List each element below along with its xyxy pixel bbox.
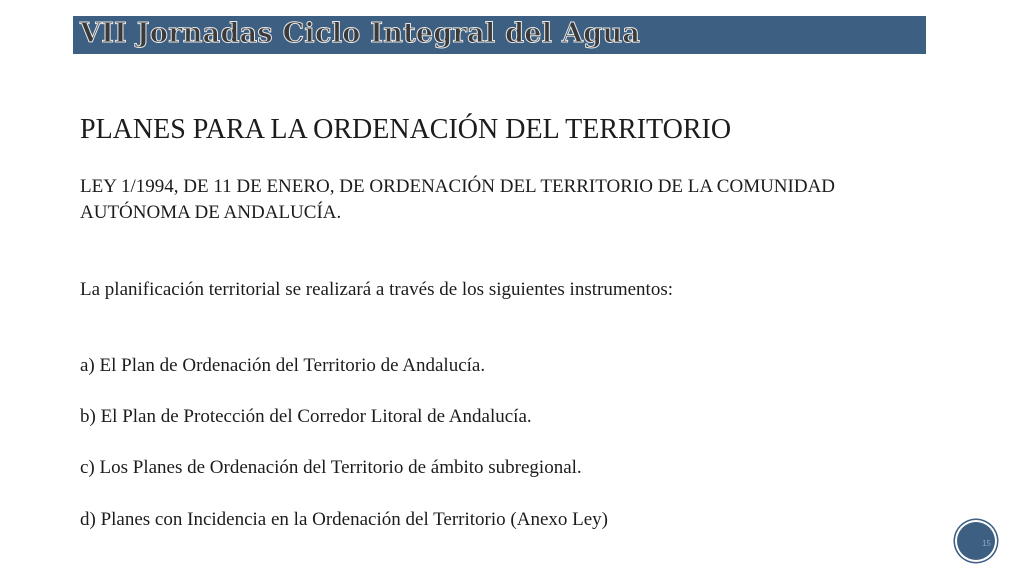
slide-title: PLANES PARA LA ORDENACIÓN DEL TERRITORIO — [80, 114, 732, 145]
header-bar — [73, 16, 926, 54]
list-item-c: c) Los Planes de Ordenación del Territorio de ámbito subregional. — [80, 457, 582, 478]
law-reference: LEY 1/1994, DE 11 DE ENERO, DE ORDENACIÓN DEL TERRITORIO DE LA COMUNIDAD AUTÓNOMA DE ANDALUCÍA. — [80, 176, 836, 223]
page-number-badge — [957, 522, 995, 560]
header-title: VII Jornadas Ciclo Integral del Agua — [80, 18, 641, 49]
list-item-b: b) El Plan de Protección del Corredor Litoral de Andalucía. — [80, 406, 532, 427]
list-item-a: a) El Plan de Ordenación del Territorio de Andalucía. — [80, 355, 486, 376]
page-number: 15 — [982, 539, 991, 548]
intro-text: La planificación territorial se realizará a través de los siguientes instrumentos: — [80, 279, 673, 300]
list-item-d: d) Planes con Incidencia en la Ordenación del Territorio (Anexo Ley) — [80, 509, 609, 530]
